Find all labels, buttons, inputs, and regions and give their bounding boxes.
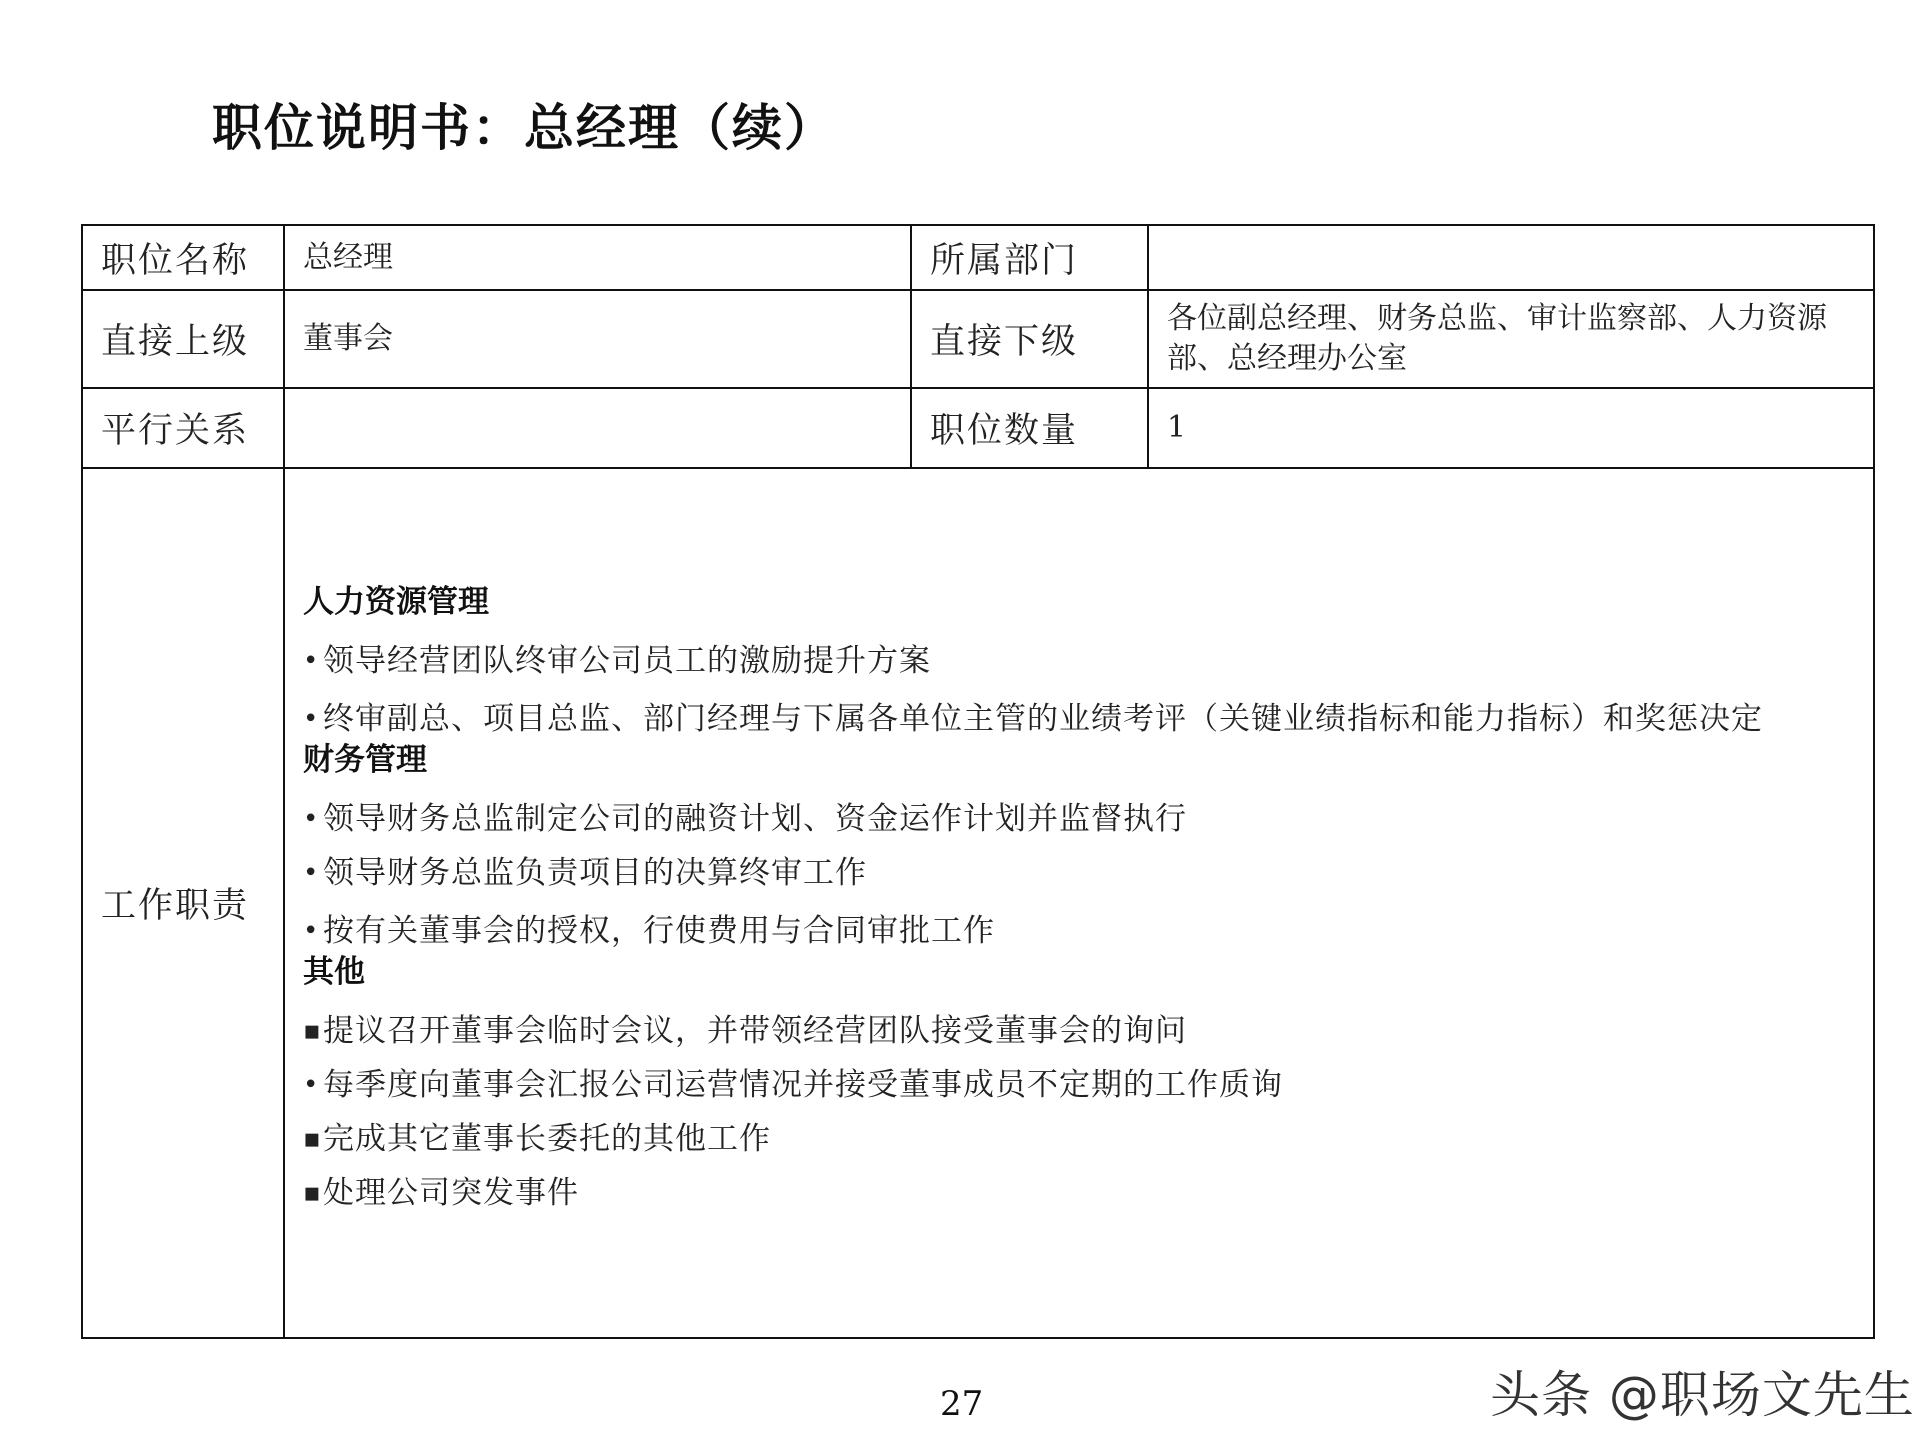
value-direct-subordinates: 各位副总经理、财务总监、审计监察部、人力资源部、总经理办公室 (1148, 290, 1874, 388)
label-direct-superior: 直接上级 (82, 290, 284, 388)
bullet-square: ▪ (303, 1178, 322, 1208)
table-row-relations (82, 388, 1874, 468)
label-department: 所属部门 (911, 225, 1148, 290)
bullet-dot: • (303, 804, 320, 834)
list-item (303, 1121, 1855, 1157)
duties-list (303, 469, 1855, 1291)
duty-text: 按有关董事会的授权，行使费用与合同审批工作 (323, 913, 995, 949)
label-position-count: 职位数量 (911, 388, 1148, 468)
label-position-name: 职位名称 (82, 225, 284, 290)
bullet-square: ▪ (303, 1124, 322, 1154)
value-direct-superior: 董事会 (284, 290, 911, 388)
value-position-count: 1 (1148, 388, 1874, 468)
page-title: 职位说明书：总经理（续） (212, 99, 836, 157)
list-item (303, 913, 1855, 949)
section-heading-hr: 人力资源管理 (303, 584, 489, 620)
list-item (303, 855, 1855, 891)
duty-text: 每季度向董事会汇报公司运营情况并接受董事成员不定期的工作质询 (323, 1067, 1283, 1103)
page-number: 27 (940, 1384, 984, 1424)
section-heading-other: 其他 (303, 954, 365, 990)
list-item (303, 1013, 1855, 1049)
value-position-name: 总经理 (284, 225, 911, 290)
list-item (303, 643, 1855, 679)
duty-text: 终审副总、项目总监、部门经理与下属各单位主管的业绩考评（关键业绩指标和能力指标）和奖惩决定 (323, 701, 1763, 737)
bullet-dot: • (303, 916, 320, 946)
label-duties: 工作职责 (82, 468, 284, 1338)
duties-cell (284, 468, 1874, 1338)
table-row-duties (82, 468, 1874, 1338)
bullet-dot: • (303, 858, 320, 888)
list-item (303, 1175, 1855, 1211)
list-item (303, 801, 1855, 837)
section-heading-finance: 财务管理 (303, 742, 427, 778)
bullet-dot: • (303, 646, 320, 676)
job-description-table (81, 224, 1875, 1339)
bullet-dot: • (303, 1070, 320, 1100)
table-row-reporting (82, 290, 1874, 388)
value-parallel-relations (284, 388, 911, 468)
bullet-dot: • (303, 704, 320, 734)
duty-text: 领导财务总监负责项目的决算终审工作 (323, 855, 867, 891)
list-item (303, 701, 1855, 737)
label-direct-subordinates: 直接下级 (911, 290, 1148, 388)
list-item (303, 1067, 1855, 1103)
label-parallel-relations: 平行关系 (82, 388, 284, 468)
duty-text: 领导经营团队终审公司员工的激励提升方案 (323, 643, 931, 679)
table-row-position-name (82, 225, 1874, 290)
duty-text: 提议召开董事会临时会议，并带领经营团队接受董事会的询问 (323, 1013, 1187, 1049)
duty-text: 完成其它董事长委托的其他工作 (323, 1121, 771, 1157)
duty-text: 处理公司突发事件 (323, 1175, 579, 1211)
value-department (1148, 225, 1874, 290)
watermark: 头条 @职场文先生 (1490, 1366, 1915, 1424)
bullet-square: ▪ (303, 1016, 322, 1046)
duty-text: 领导财务总监制定公司的融资计划、资金运作计划并监督执行 (323, 801, 1187, 837)
